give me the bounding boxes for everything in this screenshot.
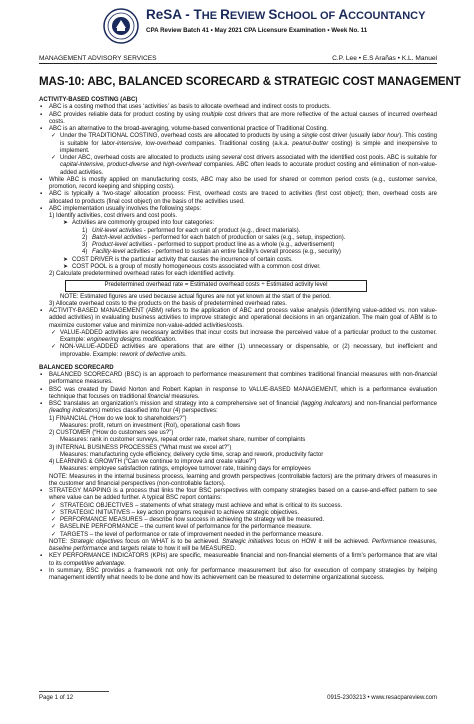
list-item: ▪ ABC implementation usually involves the following steps: [40,205,202,212]
list-item: ✓ VALUE-ADDED activities are necessary activities that incur costs but increase the perceived value of a particular product to the customer. Example: engineering designs modification. [51,329,437,343]
list-item: ▪ ABC is typically a ‘two-stage’ allocation process: First, overhead costs are traced to activities (first cost object); then, overhead costs are allocated to products (final cost object) on the basis of the activities used. [40,191,437,205]
list-item: ✓ BASELINE PERFORMANCE – the current level of performance for the performance measure. [51,524,312,531]
page-header [0,0,474,60]
measures-text: Measures: employee satisfaction ratings, employee turnover rate, training days for employees [60,466,311,473]
list-item: ▪ ABC is an alternative to the broad-averaging, volume-based conventional practice of Traditional Costing. [40,126,328,132]
list-item: ▪ BSC was created by David Norton and Robert Kaplan in response to VALUE-BASED MANAGEMENT, which is a performance evaluation technique that focuses on traditional financial measures. [40,386,437,400]
batch-line: CPA Review Batch 41 • May 2021 CPA Licensure Examination • Week No. 11 [146,27,368,34]
perspective-item: 3) INTERNAL BUSINESS PROCESSES (“What must we excel at?”) [49,444,232,451]
formula-box: Predetermined overhead rate = Estimated overhead costs ÷ Estimated activity level [65,280,367,291]
list-item: 1) Unit-level activities - performed for each unit of product (e.g., direct materials). [82,227,301,234]
list-item: ✓ Under ABC, overhead costs are allocated to products using several cost drivers associated with the identified cost pools. ABC is suitable for capital-intensive, product-diverse and high-overhead companies. ABC often leads to accurate product costing and elimination of non-value-added activities. [51,155,437,176]
list-item: ▪ STRATEGY MAPPING is a process that links the four BSC perspectives with company strategies based on a cause-and-effect pattern to see where value can be added further. A typical BSC report contains: [40,488,437,502]
list-item: ✓ PERFORMANCE MEASURES – describe how success in achieving the strategy will be measured. [51,517,325,523]
list-item: ▪ BALANCED SCORECARD (BSC) is an approach to performance measurement that combines traditional financial measures with non-financial performance measures. [40,372,437,386]
list-item: 4) Facility-level activities - performed to sustain an entire facility’s overall process (e.g., security) [82,249,341,256]
school-logo-icon [103,8,139,44]
list-item: ➤ COST POOL is a group of mostly homogeneous costs associated with a common cost driver. [63,263,321,270]
measures-text: Measures: rank in customer surveys, repeat order rate, market share, number of complaints [60,437,306,444]
department-label: MANAGEMENT ADVISORY SERVICES [39,55,157,62]
brand-name: ReSA - THE REVIEW SCHOOL OF ACCOUNTANCY [146,7,426,22]
section-heading-bsc: BALANCED SCORECARD [39,364,114,371]
list-item: ▪ In summary, BSC provides a framework not only for performance measurement but also for execution of company strategies by helping management identify what needs to be done and how its achievement can be measured to determine organizational success. [40,567,437,581]
step-item: 2) Calculate predetermined overhead rates for each identified activity. [49,271,235,277]
section-heading-abc: ACTIVITY-BASED COSTING (ABC) [39,97,138,103]
page-title: MAS-10: ABC, BALANCED SCORECARD & STRATEGIC COST MANAGEMENT [39,75,461,88]
authors-label: C.P. Lee • E.S Arañas • K.L. Manuel [332,55,437,62]
list-item: ▪ KEY PERFORMANCE INDICATORS (KPIs) are specific, measureable financial and non-financial elements of a firm’s performance that are vital to its competitive advantage. [40,553,437,567]
note-text: NOTE: Estimated figures are used because actual figures are not yet known at the start of the period. [60,293,331,300]
list-item: ➤ Activities are commonly grouped into four categories: [63,220,215,227]
step-item: 3) Allocate overhead costs to the products on the basis of predetermined overhead rates. [49,300,287,307]
perspective-item: 1) FINANCIAL (“How do we look to shareholders?”) [49,415,187,422]
list-item: ▪ While ABC is mostly applied on manufacturing costs, ABC may also be used for shared or common period costs (e.g., customer service, promotion, record keeping and shipping costs). [40,176,437,190]
step-item: 1) Identify activities, cost drivers and cost pools. [49,213,178,219]
list-item: ✓ STRATEGIC OBJECTIVES – statements of what strategy must achieve and what is critical to its success. [51,502,343,509]
list-item: ▪ ABC provides reliable data for product costing by using multiple cost drivers that are more reflective of the actual causes of incurred overhead costs. [40,111,437,125]
list-item: ✓ STRATEGIC INITIATIVES – key action programs required to achieve strategic objectives. [51,509,300,516]
list-item: ▪ BSC translates an organization’s mission and strategy into a comprehensive set of financial (lagging indicators) and non-financial performance (leading indicators) metrics classified into four (4) perspectives: [40,401,437,415]
perspective-item: 2) CUSTOMER (“How do customers see us?”) [49,430,174,436]
list-item: ▪ ABC is a costing method that uses ‘activities’ as basis to allocate overhead and indirect costs to products. [40,104,331,111]
list-item: ▪ ACTIVITY-BASED MANAGEMENT (ABM) refers to the application of ABC and process value analysis (identifying value-added vs. non value-added activities) in evaluating business activities to improve strategic and operational decisions in an organization. The main goal of ABM is to maximize customer value and minimize non-value-added activities/costs. [40,308,437,329]
list-item: ✓ NON-VALUE-ADDED activities are operations that are either (1) unnecessary or dispensable, or (2) necessary, but inefficient and improvable. Example: rework of defective units. [51,344,437,358]
list-item: 2) Batch-level activities - performed for each batch of production or sales (e.g., setup, inspection). [82,234,346,241]
list-item: ✓ Under the TRADITIONAL COSTING, overhead costs are allocated to products by using a single cost driver (usually labor hour). This costing is suitable for labor-intensive, low-overhead companies. Traditional costing (a.k.a. peanut-butter costing) is simple and inexpensive to implement. [51,133,437,154]
subheader [39,55,437,64]
list-item: ➤ COST DRIVER is the particular activity that causes the incurrence of certain costs. [63,256,293,263]
contact-info: 0915-2303213 • www.resacpareview.com [327,695,437,701]
document-body [39,96,437,582]
list-item: ✓ TARGETS – the level of performance or rate of improvement needed in the performance measure. [51,531,324,538]
measures-text: Measures: profit, return on investment (RoI), operational cash flows [60,422,241,429]
page-footer [39,695,437,701]
note-text: NOTE: Measures in the internal business process, learning and growth perspectives (controllable factors) are the primary drivers of measures in the customer and financial perspectives (non-controllable factors). [49,473,437,487]
footer-divider [39,691,109,692]
perspective-item: 4) LEARNING & GROWTH (“Can we continue to improve and create value?”) [49,459,257,465]
list-item: 3) Product-level activities - performed to support product line as a whole (e.g., advertisement) [82,242,335,248]
note-text: NOTE: Strategic objectives focus on WHAT is to be achieved. Strategic initiatives focus on HOW it will be achieved. Performance measures, baseline performance and targets relate to how it will be MEASURED. [49,538,438,552]
page-number: Page 1 of 12 [39,695,74,701]
measures-text: Measures: manufacturing cycle efficiency, delivery cycle time, scrap and rework, productivity factor [60,451,324,458]
